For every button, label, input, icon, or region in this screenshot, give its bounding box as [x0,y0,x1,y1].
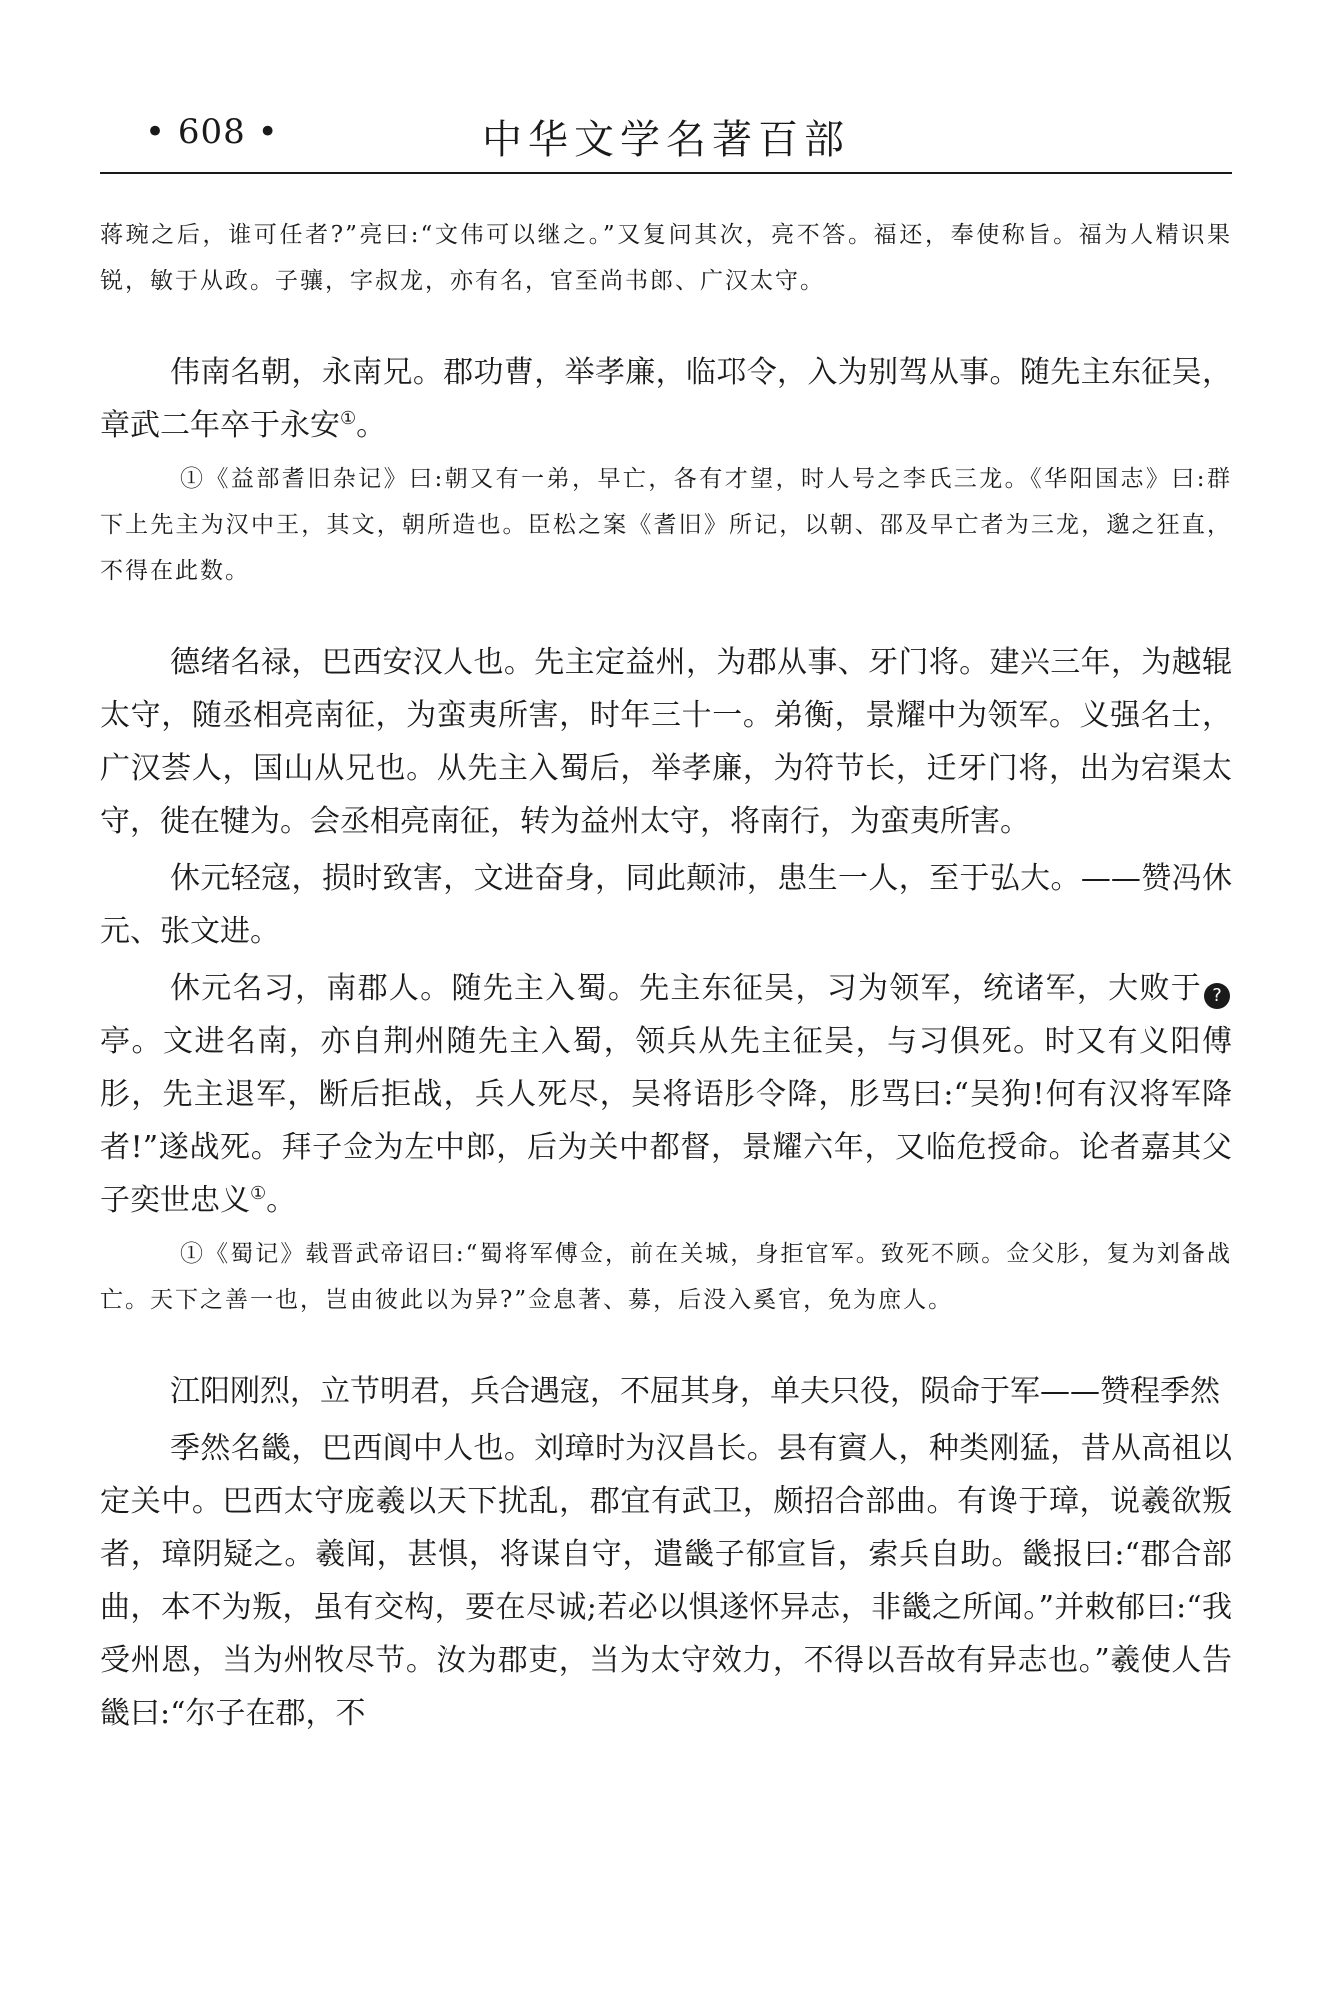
footnote-marker: ① [340,408,357,429]
paragraph-text-before: 休元名习，南郡人。随先主入蜀。先主东征吴，习为领军，统诸军，大败于 [170,971,1202,1006]
paragraph-jiran: 季然名畿，巴西阆中人也。刘璋时为汉昌长。县有賨人，种类刚猛，昔从高祖以定关中。巴西太守庞羲以天下扰乱，郡宜有武卫，颇招合部曲。有谗于璋，说羲欲叛者，璋阴疑之。羲闻，甚惧，将谋自守，遣畿子郁宣旨，索兵自助。畿报曰:“郡合部曲，本不为叛，虽有交构，要在尽诚;若必以惧遂怀异志，非畿之所闻。”并敕郁曰:“我受州恩，当为州牧尽节。汝为郡吏，当为太守效力，不得以吾故有异志也。”羲使人告畿曰:“尔子在郡，不 [100,1431,1232,1731]
page-number: • 608 • [145,112,279,152]
footnote-weinan: ①《益部耆旧杂记》曰:朝又有一弟，早亡，各有才望，时人号之李氏三龙。《华阳国志》曰:群下上先主为汉中王，其文，朝所造也。臣松之案《耆旧》所记，以朝、邵及早亡者为三龙，邈之狂直，不得在此数。 [100,466,1232,584]
missing-glyph-icon: ? [1204,983,1230,1009]
footnote-xiuyuan: ①《蜀记》载晋武帝诏曰:“蜀将军傅佥，前在关城，身拒官军。致死不顾。佥父肜，复为刘备战亡。天下之善一也，岂由彼此以为异?”佥息著、募，后没入奚官，免为庶人。 [100,1241,1232,1313]
footnote-marker: ① [250,1183,267,1204]
paragraph-text: 伟南名朝，永南兄。郡功曹，举孝廉，临邛令，入为别驾从事。随先主东征吴，章武二年卒于永安 [100,355,1232,443]
paragraph-weinan [100,346,1232,452]
paragraph-end: 。 [266,1183,297,1218]
paragraph-zan-jiran: 江阳刚烈，立节明君，兵合遇寇，不屈其身，单夫只役，陨命于军——赞程季然 [170,1374,1220,1409]
paragraph-xiuyuan [100,962,1232,1227]
page-header [100,108,1232,168]
footnote-continued: 蒋琬之后，谁可任者?”亮曰:“文伟可以继之。”又复问其次，亮不答。福还，奉使称旨。福为人精识果锐，敏于从政。子骧，字叔龙，亦有名，官至尚书郎、广汉太守。 [100,222,1232,294]
paragraph-text-after: 亭。文进名南，亦自荆州随先主入蜀，领兵从先主征吴，与习俱死。时又有义阳傅肜，先主退军，断后拒战，兵人死尽，吴将语肜令降，肜骂曰:“吴狗!何有汉将军降者!”遂战死。拜子佥为左中郎，后为关中都督，景耀六年，又临危授命。论者嘉其父子奕世忠义 [100,1024,1232,1218]
paragraph-end: 。 [356,408,387,443]
page-body [100,212,1232,1740]
paragraph-zan-xiuyuan: 休元轻寇，损时致害，文进奋身，同此颠沛，患生一人，至于弘大。——赞冯休元、张文进。 [100,861,1232,949]
paragraph-dexu: 德绪名禄，巴西安汉人也。先主定益州，为郡从事、牙门将。建兴三年，为越辊太守，随丞相亮南征，为蛮夷所害，时年三十一。弟衡，景耀中为领军。义强名士，广汉荟人，国山从兄也。从先主入蜀后，举孝廉，为符节长，迁牙门将，出为宕渠太守，徙在犍为。会丞相亮南征，转为益州太守，将南行，为蛮夷所害。 [100,645,1232,839]
header-divider [100,172,1232,174]
book-title: 中华文学名著百部 [482,117,850,163]
